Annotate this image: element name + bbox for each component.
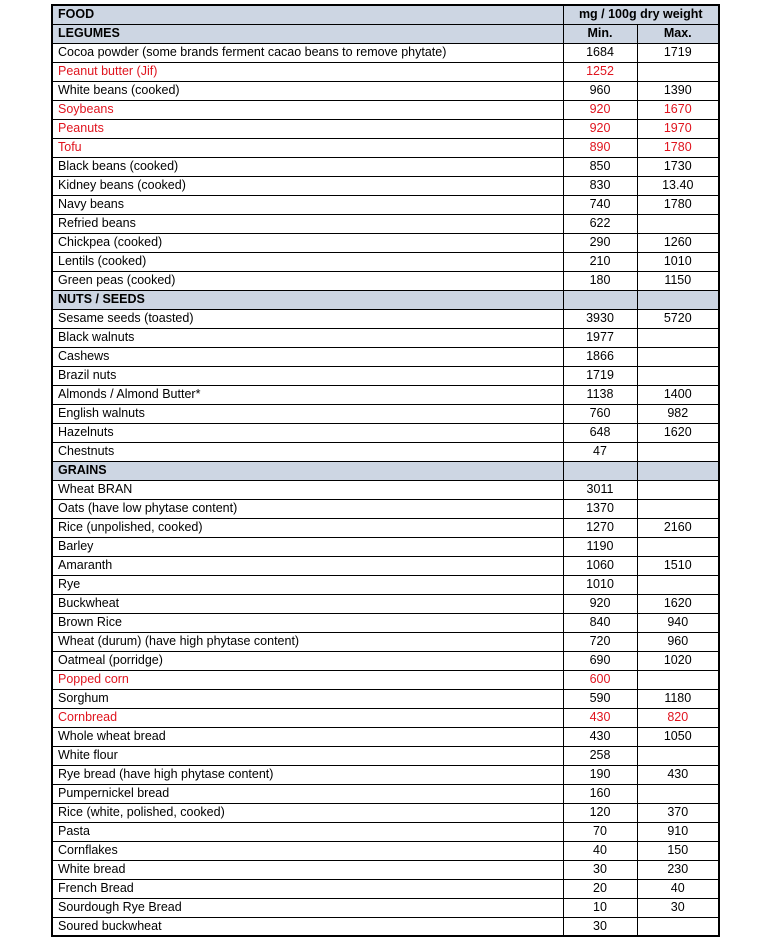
food-name-cell: White bread xyxy=(52,860,563,879)
table-row xyxy=(52,499,719,518)
max-value-cell xyxy=(637,746,719,765)
min-value-cell: 1977 xyxy=(563,328,637,347)
food-name-cell: Oats (have low phytase content) xyxy=(52,499,563,518)
food-name-cell: Almonds / Almond Butter* xyxy=(52,385,563,404)
min-value-cell: 648 xyxy=(563,423,637,442)
table-row xyxy=(52,81,719,100)
food-name-cell: Chestnuts xyxy=(52,442,563,461)
table-row xyxy=(52,138,719,157)
table-row xyxy=(52,746,719,765)
section-title: LEGUMES xyxy=(52,24,563,43)
table-row xyxy=(52,651,719,670)
min-value-cell: 690 xyxy=(563,651,637,670)
food-name-cell: Cocoa powder (some brands ferment cacao beans to remove phytate) xyxy=(52,43,563,62)
max-value-cell: 1670 xyxy=(637,100,719,119)
max-value-cell xyxy=(637,784,719,803)
max-value-cell: 1010 xyxy=(637,252,719,271)
min-value-cell: 740 xyxy=(563,195,637,214)
max-value-cell xyxy=(637,62,719,81)
table-row xyxy=(52,898,719,917)
food-name-cell: Whole wheat bread xyxy=(52,727,563,746)
food-name-cell: Sorghum xyxy=(52,689,563,708)
food-name-cell: Sesame seeds (toasted) xyxy=(52,309,563,328)
table-row xyxy=(52,271,719,290)
min-value-cell: 1719 xyxy=(563,366,637,385)
food-name-cell: Refried beans xyxy=(52,214,563,233)
min-value-cell: 70 xyxy=(563,822,637,841)
max-value-cell: 430 xyxy=(637,765,719,784)
min-value-cell: 210 xyxy=(563,252,637,271)
min-value-cell: 1684 xyxy=(563,43,637,62)
food-name-cell: Cornbread xyxy=(52,708,563,727)
max-value-cell xyxy=(637,575,719,594)
max-value-cell xyxy=(637,366,719,385)
max-value-cell: 150 xyxy=(637,841,719,860)
max-value-cell: 1390 xyxy=(637,81,719,100)
min-value-cell: 720 xyxy=(563,632,637,651)
min-value-cell: 160 xyxy=(563,784,637,803)
max-value-cell xyxy=(637,917,719,936)
food-name-cell: Lentils (cooked) xyxy=(52,252,563,271)
table-row xyxy=(52,233,719,252)
min-value-cell: 1010 xyxy=(563,575,637,594)
max-value-cell: 820 xyxy=(637,708,719,727)
min-value-cell: 1270 xyxy=(563,518,637,537)
min-value-cell: 890 xyxy=(563,138,637,157)
food-name-cell: Kidney beans (cooked) xyxy=(52,176,563,195)
food-name-cell: French Bread xyxy=(52,879,563,898)
max-value-cell: 1719 xyxy=(637,43,719,62)
table-row xyxy=(52,803,719,822)
section-header-row xyxy=(52,461,719,480)
food-name-cell: Wheat (durum) (have high phytase content) xyxy=(52,632,563,651)
max-value-cell: 2160 xyxy=(637,518,719,537)
max-value-cell: 230 xyxy=(637,860,719,879)
table-row xyxy=(52,841,719,860)
max-value-cell: 1970 xyxy=(637,119,719,138)
max-value-cell: 1620 xyxy=(637,594,719,613)
food-name-cell: Soured buckwheat xyxy=(52,917,563,936)
table-row xyxy=(52,252,719,271)
food-name-cell: Amaranth xyxy=(52,556,563,575)
max-value-cell: 1020 xyxy=(637,651,719,670)
max-value-cell: 1780 xyxy=(637,138,719,157)
table-row xyxy=(52,613,719,632)
food-name-cell: Soybeans xyxy=(52,100,563,119)
max-value-cell xyxy=(637,347,719,366)
max-value-cell: 1400 xyxy=(637,385,719,404)
food-name-cell: White flour xyxy=(52,746,563,765)
max-value-cell: 13.40 xyxy=(637,176,719,195)
section-title: NUTS / SEEDS xyxy=(52,290,563,309)
table-row xyxy=(52,62,719,81)
max-value-cell: 982 xyxy=(637,404,719,423)
food-name-cell: English walnuts xyxy=(52,404,563,423)
max-value-cell xyxy=(637,480,719,499)
section-title: GRAINS xyxy=(52,461,563,480)
max-value-cell: 1150 xyxy=(637,271,719,290)
max-value-cell: 940 xyxy=(637,613,719,632)
food-name-cell: Rice (unpolished, cooked) xyxy=(52,518,563,537)
min-value-cell: 10 xyxy=(563,898,637,917)
min-value-cell: 1370 xyxy=(563,499,637,518)
max-value-cell xyxy=(637,537,719,556)
max-value-cell: 1780 xyxy=(637,195,719,214)
min-value-cell: 20 xyxy=(563,879,637,898)
min-value-cell: 760 xyxy=(563,404,637,423)
table-row xyxy=(52,879,719,898)
min-value-cell: 3011 xyxy=(563,480,637,499)
min-value-cell: 190 xyxy=(563,765,637,784)
table-row xyxy=(52,176,719,195)
max-value-cell: 30 xyxy=(637,898,719,917)
table-row xyxy=(52,632,719,651)
min-value-cell: 1866 xyxy=(563,347,637,366)
min-value-cell: 622 xyxy=(563,214,637,233)
food-column-header: FOOD xyxy=(52,5,563,24)
min-value-cell: 1060 xyxy=(563,556,637,575)
food-name-cell: Black beans (cooked) xyxy=(52,157,563,176)
table-row xyxy=(52,822,719,841)
table-row xyxy=(52,119,719,138)
table-row xyxy=(52,594,719,613)
food-name-cell: Peanut butter (Jif) xyxy=(52,62,563,81)
min-value-cell: 1252 xyxy=(563,62,637,81)
phytate-table xyxy=(51,4,720,937)
table-row xyxy=(52,309,719,328)
table-row xyxy=(52,214,719,233)
min-value-cell: 30 xyxy=(563,917,637,936)
min-value-cell: 960 xyxy=(563,81,637,100)
table-row xyxy=(52,195,719,214)
food-name-cell: Navy beans xyxy=(52,195,563,214)
table-row xyxy=(52,689,719,708)
food-name-cell: Chickpea (cooked) xyxy=(52,233,563,252)
table-row xyxy=(52,917,719,936)
max-value-cell xyxy=(637,214,719,233)
table-row xyxy=(52,442,719,461)
min-value-cell: 30 xyxy=(563,860,637,879)
max-value-cell: 370 xyxy=(637,803,719,822)
table-header-row xyxy=(52,5,719,24)
max-value-cell xyxy=(637,499,719,518)
min-value-cell: 180 xyxy=(563,271,637,290)
table-row xyxy=(52,765,719,784)
food-name-cell: Pasta xyxy=(52,822,563,841)
min-value-cell: 47 xyxy=(563,442,637,461)
table-row xyxy=(52,366,719,385)
table-row xyxy=(52,100,719,119)
max-value-cell: 1050 xyxy=(637,727,719,746)
table-row xyxy=(52,556,719,575)
food-name-cell: Cashews xyxy=(52,347,563,366)
min-column-label: Min. xyxy=(563,24,637,43)
food-name-cell: Sourdough Rye Bread xyxy=(52,898,563,917)
food-name-cell: Rice (white, polished, cooked) xyxy=(52,803,563,822)
table-row xyxy=(52,518,719,537)
min-value-cell: 920 xyxy=(563,100,637,119)
max-column-label xyxy=(637,290,719,309)
table-body xyxy=(52,24,719,936)
min-value-cell: 840 xyxy=(563,613,637,632)
max-value-cell xyxy=(637,328,719,347)
max-value-cell: 1730 xyxy=(637,157,719,176)
min-value-cell: 3930 xyxy=(563,309,637,328)
max-value-cell: 1510 xyxy=(637,556,719,575)
max-column-label: Max. xyxy=(637,24,719,43)
max-value-cell: 1260 xyxy=(637,233,719,252)
food-name-cell: Peanuts xyxy=(52,119,563,138)
table-row xyxy=(52,480,719,499)
table-row xyxy=(52,575,719,594)
food-name-cell: Pumpernickel bread xyxy=(52,784,563,803)
min-value-cell: 590 xyxy=(563,689,637,708)
food-name-cell: Buckwheat xyxy=(52,594,563,613)
table-row xyxy=(52,784,719,803)
min-column-label xyxy=(563,461,637,480)
max-column-label xyxy=(637,461,719,480)
food-name-cell: White beans (cooked) xyxy=(52,81,563,100)
table-row xyxy=(52,727,719,746)
table-row xyxy=(52,708,719,727)
max-value-cell: 960 xyxy=(637,632,719,651)
min-value-cell: 920 xyxy=(563,119,637,138)
food-name-cell: Rye bread (have high phytase content) xyxy=(52,765,563,784)
table-row xyxy=(52,537,719,556)
table-row xyxy=(52,404,719,423)
min-value-cell: 120 xyxy=(563,803,637,822)
food-name-cell: Popped corn xyxy=(52,670,563,689)
table-row xyxy=(52,423,719,442)
max-value-cell xyxy=(637,670,719,689)
food-name-cell: Brown Rice xyxy=(52,613,563,632)
table-row xyxy=(52,43,719,62)
table-row xyxy=(52,670,719,689)
food-name-cell: Brazil nuts xyxy=(52,366,563,385)
min-value-cell: 850 xyxy=(563,157,637,176)
food-name-cell: Rye xyxy=(52,575,563,594)
min-column-label xyxy=(563,290,637,309)
unit-column-header: mg / 100g dry weight xyxy=(563,5,719,24)
food-name-cell: Cornflakes xyxy=(52,841,563,860)
max-value-cell: 1180 xyxy=(637,689,719,708)
min-value-cell: 830 xyxy=(563,176,637,195)
food-name-cell: Oatmeal (porridge) xyxy=(52,651,563,670)
section-header-row xyxy=(52,290,719,309)
max-value-cell: 1620 xyxy=(637,423,719,442)
max-value-cell: 40 xyxy=(637,879,719,898)
min-value-cell: 40 xyxy=(563,841,637,860)
food-name-cell: Tofu xyxy=(52,138,563,157)
min-value-cell: 920 xyxy=(563,594,637,613)
food-name-cell: Barley xyxy=(52,537,563,556)
table-row xyxy=(52,860,719,879)
food-name-cell: Green peas (cooked) xyxy=(52,271,563,290)
table-row xyxy=(52,157,719,176)
min-value-cell: 430 xyxy=(563,708,637,727)
table-row xyxy=(52,385,719,404)
food-name-cell: Hazelnuts xyxy=(52,423,563,442)
table-row xyxy=(52,347,719,366)
min-value-cell: 430 xyxy=(563,727,637,746)
food-name-cell: Wheat BRAN xyxy=(52,480,563,499)
max-value-cell: 5720 xyxy=(637,309,719,328)
min-value-cell: 290 xyxy=(563,233,637,252)
min-value-cell: 1190 xyxy=(563,537,637,556)
min-value-cell: 258 xyxy=(563,746,637,765)
max-value-cell: 910 xyxy=(637,822,719,841)
min-value-cell: 600 xyxy=(563,670,637,689)
section-header-row xyxy=(52,24,719,43)
table-row xyxy=(52,328,719,347)
food-name-cell: Black walnuts xyxy=(52,328,563,347)
min-value-cell: 1138 xyxy=(563,385,637,404)
max-value-cell xyxy=(637,442,719,461)
